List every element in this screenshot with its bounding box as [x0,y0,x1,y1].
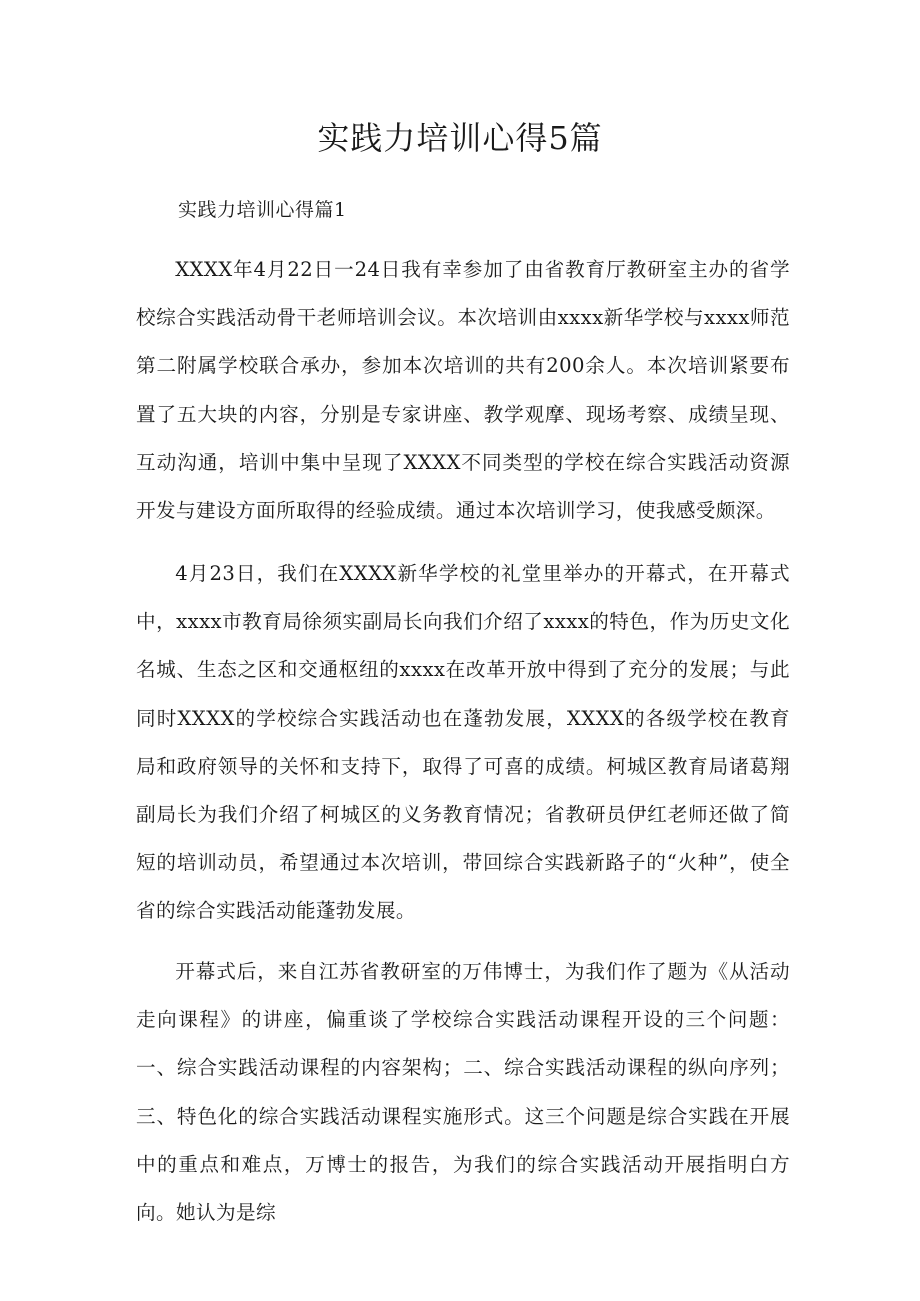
document-title: 实践力培训心得5篇 [317,119,603,157]
section-heading: 实践力培训心得篇1 [178,199,347,221]
paragraph-2: 4月23日，我们在XXXX新华学校的礼堂里举办的开幕式，在开幕式中，xxxx市教育局徐须实副局长向我们介绍了xxxx的特色，作为历史文化名城、生态之区和交通枢纽的xxxx在改革开放中得到了充分的发展；与此同时XXXX的学校综合实践活动也在蓬勃发展，XXXX的各级学校在教育局和政府领导的关怀和支持下，取得了可喜的成绩。柯城区教育局诸葛翔副局长为我们介绍了柯城区的义务教育情况；省教研员伊红老师还做了简短的培训动员，希望通过本次培训，带回综合实践新路子的“火种”，使全省的综合实践活动能蓬勃发展。 [136,562,790,923]
paragraph-3: 开幕式后，来自江苏省教研室的万伟博士，为我们作了题为《从活动走向课程》的讲座，偏重谈了学校综合实践活动课程开设的三个问题：一、综合实践活动课程的内容架构；二、综合实践活动课程的纵向序列；三、特色化的综合实践活动课程实施形式。这三个问题是综合实践在开展中的重点和难点，万博士的报告，为我们的综合实践活动开展指明白方向。她认为是综 [136,960,790,1225]
paragraph-1: XXXX年4月22日一24日我有幸参加了由省教育厅教研室主办的省学校综合实践活动骨干老师培训会议。本次培训由xxxx新华学校与xxxx师范第二附属学校联合承办，参加本次培训的共有200余人。本次培训紧要布置了五大块的内容，分别是专家讲座、教学观摩、现场考察、成绩呈现、互动沟通，培训中集中呈现了XXXX不同类型的学校在综合实践活动资源开发与建设方面所取得的经验成绩。通过本次培训学习，使我感受颇深。 [136,258,790,523]
